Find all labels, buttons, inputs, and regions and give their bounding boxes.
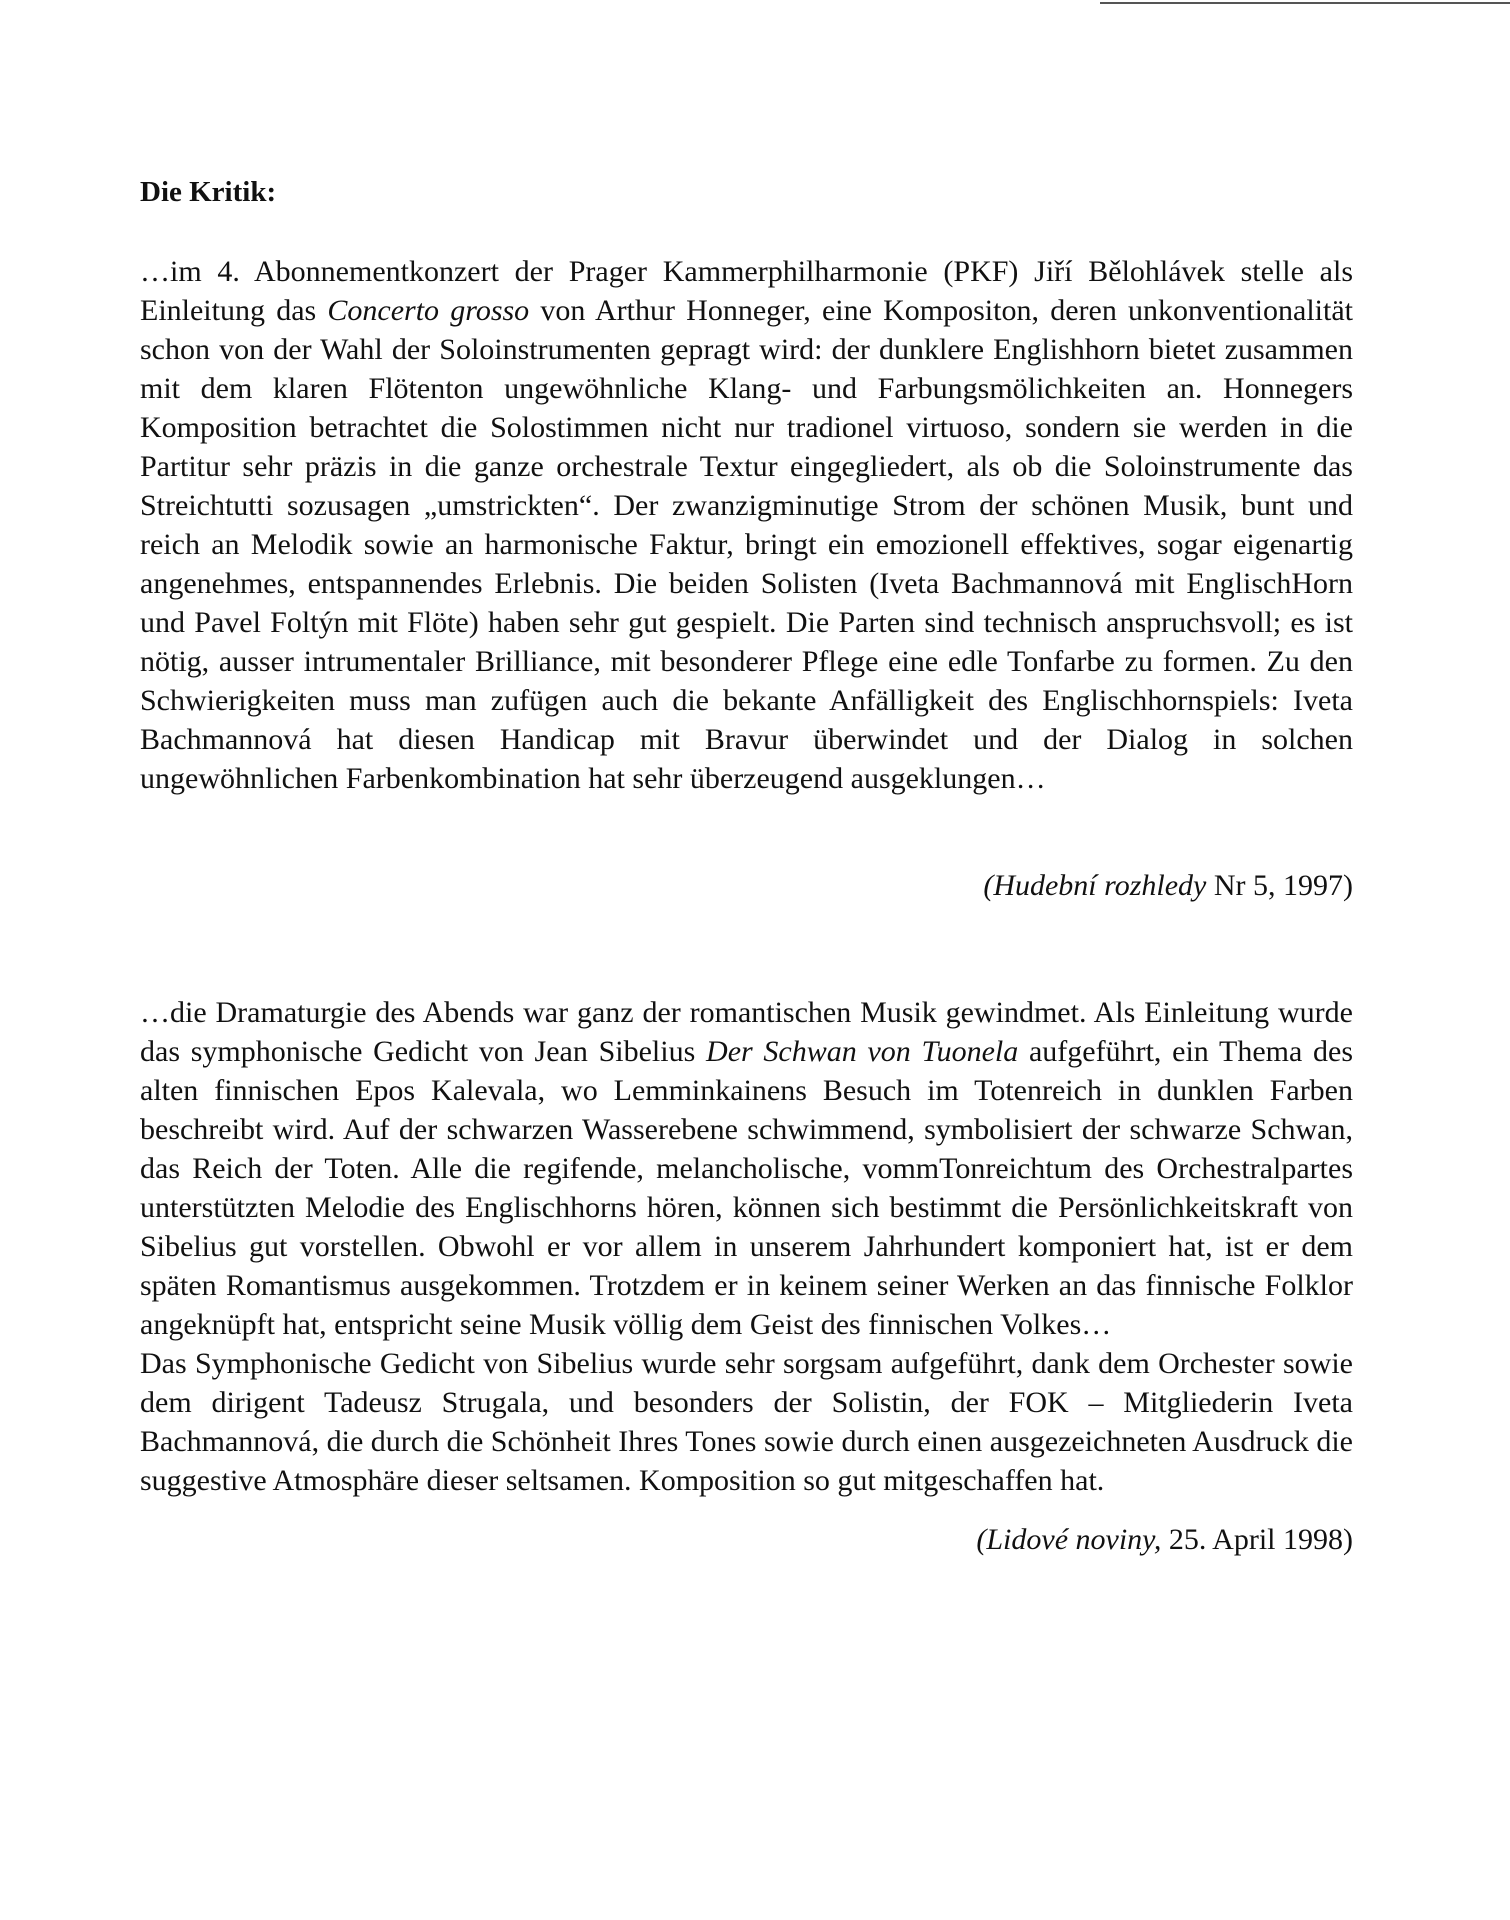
review-paragraph-3: Das Symphonische Gedicht von Sibelius wurde sehr sorgsam aufgeführt, dank dem Orchester sowie dem dirigent Tadeusz Strugala, und besonders der Solistin, der FOK – Mitgliederin Iveta Bachmannová, die durch die Schönheit Ihres Tones sowie durch einen ausgezeichneten Ausdruck die suggestive Atmosphäre dieser seltsamen. Komposition so gut mitgeschaffen hat. <box>140 1347 1353 1497</box>
review-2-text-start: …die Dramaturgie des Abends war ganz der romantischen Musik gewindmet. Als Einleitung wurde das symphonische Gedicht von Jean Sibelius <box>140 996 1353 1068</box>
review-1-text-start: …im 4. Abonnementkonzert der Prager Kammerphilharmonie (PKF) Jiří Bělohlávek stelle als Einleitung das <box>140 255 1353 327</box>
source-1-open: ( <box>983 869 994 902</box>
source-1-rest: Nr 5, 1997) <box>1206 869 1353 902</box>
review-1-text-end: von Arthur Honneger, eine Kompositon, deren unkonventionalität schon von der Wahl der Soloinstrumenten gepragt wird: der dunklere Englishhorn bietet zusammen mit dem klaren Flötenton ungewöhnliche Klang- und Farbungsmölichkeiten an. Honnegers Komposition betrachtet die Solostimmen nicht nur tradionel virtuoso, sondern sie werden in die Partitur sehr präzis in die ganze orchestrale Textur eingegliedert, als ob die Soloinstrumente das Streichtutti sozusagen „umstrickten“. Der zwanzigminutige Strom der schönen Musik, bunt und reich an Melodik sowie an harmonische Faktur, bringt ein emozionell effektives, sogar eigenartig angenehmes, entspannendes Erlebnis. Die beiden Solisten (Iveta Bachmannová mit EnglischHorn und Pavel Foltýn mit Flöte) haben sehr gut gespielt. Die Parten sind technisch anspruchsvoll; es ist nötig, ausser intrumentaler Brilliance, mit besonderer Pflege eine edle Tonfarbe zu formen. Zu den Schwierigkeiten muss man zufügen auch die bekante Anfälligkeit des Englischhornspiels: Iveta Bachmannová hat diesen Handicap mit Bravur überwindet und der Dialog in solchen ungewöhnlichen Farbenkombination hat sehr überzeugend ausgeklungen… <box>140 294 1353 795</box>
source-citation-2 <box>140 1520 1353 1559</box>
review-paragraph-1 <box>140 252 1353 798</box>
source-2-title: (Lidové noviny, <box>976 1523 1162 1556</box>
review-2-work-title: Der Schwan von Tuonela <box>706 1035 1019 1068</box>
source-1-title: Hudební rozhledy <box>993 869 1207 902</box>
review-paragraph-2 <box>140 993 1353 1344</box>
source-citation-1 <box>140 866 1353 905</box>
review-2-text-end: aufgeführt, ein Thema des alten finnischen Epos Kalevala, wo Lemminkainens Besuch im Totenreich in dunklen Farben beschreibt wird. Auf der schwarzen Wasserebene schwimmend, symbolisiert der schwarze Schwan, das Reich der Toten. Alle die regifende, melancholische, vommTonreichtum des Orchestralpartes unterstützten Melodie des Englischhorns hören, können sich bestimmt die Persönlichkeitskraft von Sibelius gut vorstellen. Obwohl er vor allem in unserem Jahrhundert komponiert hat, ist er dem späten Romantismus ausgekommen. Trotzdem er in keinem seiner Werken an das finnische Folklor angeknüpft hat, entspricht seine Musik völlig dem Geist des finnischen Volkes… <box>140 1035 1354 1341</box>
review-1-work-title: Concerto grosso <box>327 294 530 327</box>
source-2-rest: 25. April 1998) <box>1161 1523 1353 1556</box>
heading: Die Kritik: <box>140 176 277 208</box>
top-edge-line <box>1100 2 1510 4</box>
review-content <box>140 172 1353 1559</box>
